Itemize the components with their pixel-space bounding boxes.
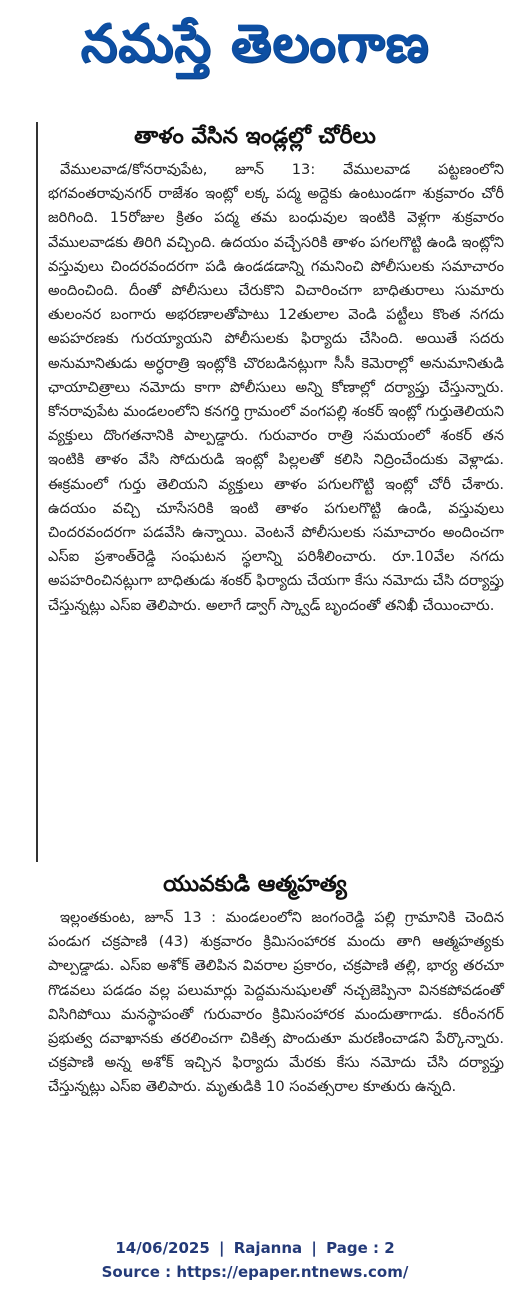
footer-date: 14/06/2025 [115, 1239, 210, 1257]
footer-source: Source : https://epaper.ntnews.com/ [101, 1263, 409, 1281]
article-2-headline: యువకుడి ఆత్మహత్య [163, 872, 347, 897]
article-2-body: ఇల్లంతకుంట, జూన్ 13 : మండలంలోని జంగంరెడ్డి పల్లి గ్రామానికి చెందిన పండుగ చక్రపాణి (43) శుక్రవారం క్రిమిసంహారక మందు తాగి ఆత్మహత్యకు పాల్పడ్డాడు. ఎస్ఐ అశోక్ తెలిపిన వివరాల ప్రకారం, చక్రపాణి తల్లి, భార్య తరచూ గొడవలు పడడం వల్ల పలుమార్లు పెద్దమనుషులతో నచ్చజెప్పినా వినకపోవడంతో విసిగిపోయి మనస్థాపంతో గురువారం క్రిమిసంహారక మందుతాగాడు. కరీంనగర్ ప్రభుత్వ దవాఖానకు తరలించగా చికిత్స పొందుతూ మరణించాడని పేర్కొన్నారు. చక్రపాణి అన్న అశోక్ ఇచ్చిన ఫిర్యాదు మేరకు కేసు నమోదు చేసి దర్యాప్తు చేస్తున్నట్లు ఎస్ఐ తెలిపారు. మృతుడికి 10 సంవత్సరాల కూతురు ఉన్నది. [48, 909, 504, 1096]
article-1-body: వేములవాడ/కోనరావుపేట, జూన్ 13: వేములవాడ పట్టణంలోని భగవంతరావునగర్ రాజేశం ఇంట్లో లక్క పద్మ అద్దెకు ఉంటుండగా శుక్రవారం చోరీ జరిగింది. 15రోజుల క్రితం పద్మ తమ బంధువుల ఇంటికి వెళ్లగా శుక్రవారం వేములవాడకు తిరిగి వచ్చింది. ఉదయం వచ్చేసరికి తాళం పగలగొట్టి ఉండి ఇంట్లోని వస్తువులు చిందరవందరగా పడి ఉండడడాన్ని గమనించి పోలీసులకు సమాచారం అందించింది. దీంతో పోలీసులు చేరుకొని విచారించగా బాధితురాలు సుమారు తులంనర బంగారు అభరణాలతోపాటు 12తులాల వెండి పట్టీలు కొంత నగదు అపహరణకు గురయ్యాయని పోలీసులకు ఫిర్యాదు చేసింది. అయితే సదరు అనుమానితుడు అర్ధరాత్రి ఇంట్లోకి చొరబడినట్లుగా సీసీ కెమెరాల్లో అనుమానితుడి ఛాయాచిత్రాలు నమోదు కాగా పోలీసులు అన్ని కోణాల్లో దర్యాప్తు చేస్తున్నారు. కోనరావుపేట మండలంలోని కనగర్తి గ్రామంలో వంగపల్లి శంకర్ ఇంట్లో గుర్తుతెలియని వ్యక్తులు దొంగతనానికి పాల్పడ్డారు. గురువారం రాత్రి సమయంలో శంకర్ తన ఇంటికి తాళం వేసి సోదురుడి ఇంట్లో పిల్లలతో కలిసి నిద్రించేందుకు వెళ్లాడు. ఈక్రమంలో గుర్తు తెలియని వ్యక్తులు తాళం పగులగొట్టి ఇంట్లో చోరీ చేశారు. ఉదయం వచ్చి చూసేసరికి ఇంటి తాళం పగులగొట్టి ఉండి, వస్తువులు చిందరవందరగా పడవేసి ఉన్నాయి. వెంటనే పోలీసులకు సమాచారం అందించగా ఎస్ఐ ప్రశాంత్‌రెడ్డి సంఘటన స్థలాన్ని పరిశీలించారు. రూ.10వేల నగదు అపహరించినట్లుగా బాధితుడు శంకర్ ఫిర్యాదు చేయగా కేసు నమోదు చేసి దర్యాప్తు చేస్తున్నట్లు ఎస్ఐ తెలిపారు. అలాగే డ్వాగ్ స్క్వాడ్ బృందంతో తనిఖీ చేయించారు. [48, 161, 504, 614]
column-rule [36, 122, 38, 862]
footer-separator: | [311, 1239, 317, 1257]
masthead-title: నమస్తే తెలంగాణ [80, 14, 430, 74]
article-1-headline: తాళం వేసిన ఇండ్లల్లో చోరీలు [134, 124, 376, 149]
footer-page: Page : 2 [326, 1239, 395, 1257]
newspaper-masthead [0, 0, 510, 96]
footer-meta [0, 1238, 510, 1258]
footer-separator: | [219, 1239, 225, 1257]
footer-edition: Rajanna [233, 1239, 303, 1257]
